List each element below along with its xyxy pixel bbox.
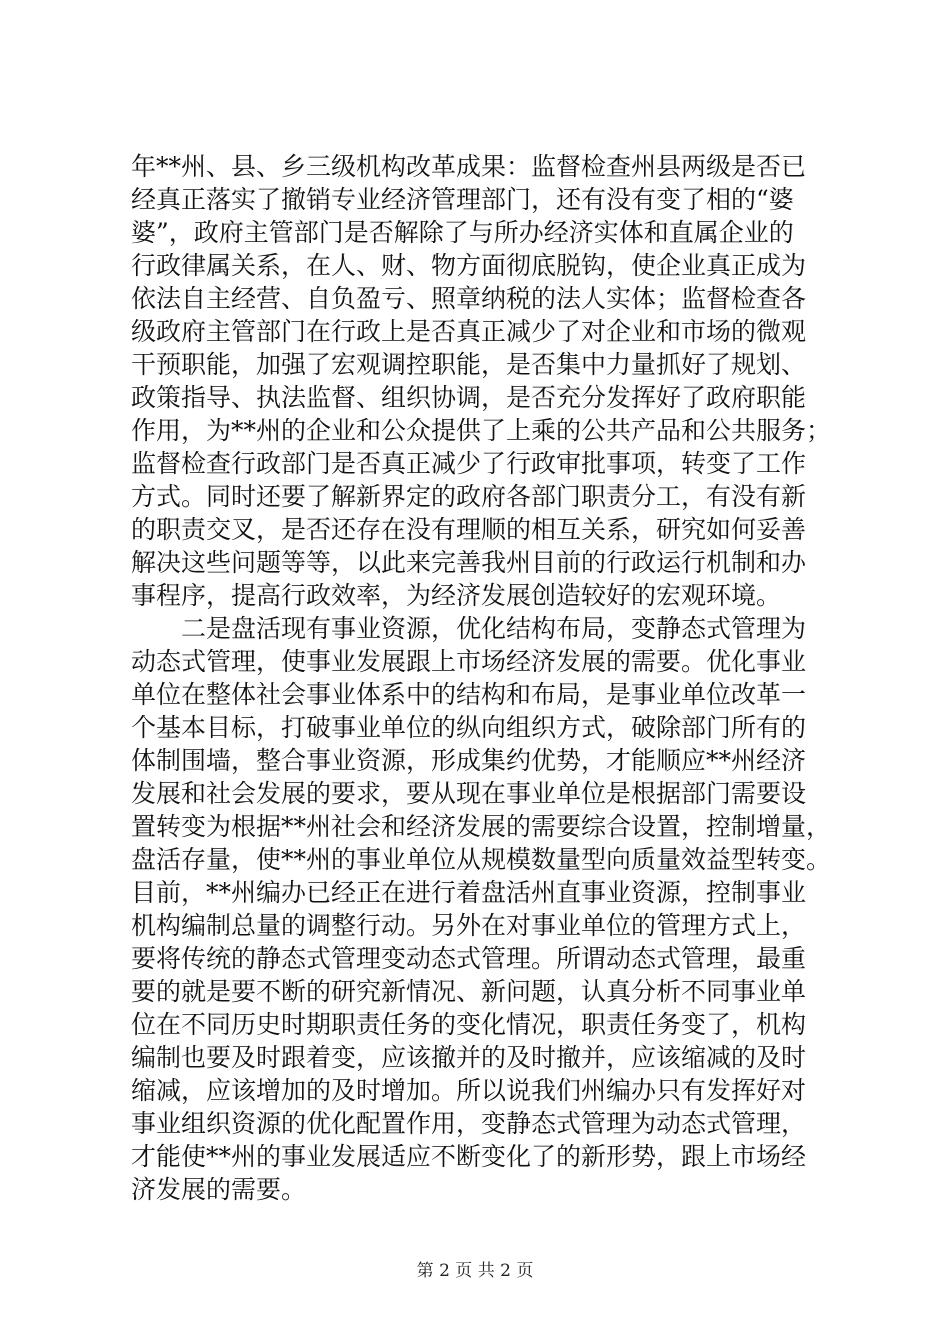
text-line: 年**州、县、乡三级机构改革成果：监督检查州县两级是否已 bbox=[131, 152, 807, 181]
document-body bbox=[131, 150, 831, 1206]
text-line: 二是盘活现有事业资源，优化结构布局，变静态式管理为 bbox=[131, 614, 807, 643]
text-line: 监督检查行政部门是否真正减少了行政审批事项，转变了工作 bbox=[131, 449, 807, 478]
text-line: 行政律属关系，在人、财、物方面彻底脱钩，使企业真正成为 bbox=[131, 251, 807, 280]
text-line: 个基本目标，打破事业单位的纵向组织方式，破除部门所有的 bbox=[131, 713, 807, 742]
text-line: 发展和社会发展的要求，要从现在事业单位是根据部门需要设 bbox=[131, 779, 807, 808]
text-line: 济发展的需要。 bbox=[131, 1175, 307, 1204]
text-line: 动态式管理，使事业发展跟上市场经济发展的需要。优化事业 bbox=[131, 647, 807, 676]
text-line: 依法自主经营、自负盈亏、照章纳税的法人实体；监督检查各 bbox=[131, 284, 807, 313]
text-line: 位在不同历史时期职责任务的变化情况，职责任务变了，机构 bbox=[131, 1010, 807, 1039]
text-line: 要将传统的静态式管理变动态式管理。所谓动态式管理，最重 bbox=[131, 944, 807, 973]
text-line: 才能使**州的事业发展适应不断变化了的新形势，跟上市场经 bbox=[131, 1142, 807, 1171]
text-line: 要的就是要不断的研究新情况、新问题，认真分析不同事业单 bbox=[131, 977, 807, 1006]
text-line: 事程序，提高行政效率，为经济发展创造较好的宏观环境。 bbox=[131, 581, 782, 610]
text-line: 作用，为**州的企业和公众提供了上乘的公共产品和公共服务； bbox=[131, 416, 831, 445]
text-line: 干预职能，加强了宏观调控职能，是否集中力量抓好了规划、 bbox=[131, 350, 807, 379]
text-line: 政策指导、执法监督、组织协调，是否充分发挥好了政府职能 bbox=[131, 383, 807, 412]
text-line: 经真正落实了撤销专业经济管理部门，还有没有变了相的“婆 bbox=[131, 185, 794, 214]
text-line: 婆”，政府主管部门是否解除了与所办经济实体和直属企业的 bbox=[131, 218, 794, 247]
text-line: 编制也要及时跟着变，应该撤并的及时撤并，应该缩减的及时 bbox=[131, 1043, 807, 1072]
paragraph-2 bbox=[131, 612, 831, 1206]
page-number-footer: 第 2 页 共 2 页 bbox=[416, 1261, 534, 1281]
text-line: 单位在整体社会事业体系中的结构和布局，是事业单位改革一 bbox=[131, 680, 807, 709]
text-line: 事业组织资源的优化配置作用，变静态式管理为动态式管理， bbox=[131, 1109, 807, 1138]
text-line: 目前，**州编办已经正在进行着盘活州直事业资源，控制事业 bbox=[131, 878, 807, 907]
text-line: 盘活存量，使**州的事业单位从规模数量型向质量效益型转变。 bbox=[131, 845, 831, 874]
text-line: 置转变为根据**州社会和经济发展的需要综合设置，控制增量， bbox=[131, 812, 831, 841]
text-line: 的职责交叉，是否还存在没有理顺的相互关系，研究如何妥善 bbox=[131, 515, 807, 544]
text-line: 级政府主管部门在行政上是否真正减少了对企业和市场的微观 bbox=[131, 317, 807, 346]
text-line: 缩减，应该增加的及时增加。所以说我们州编办只有发挥好对 bbox=[131, 1076, 807, 1105]
text-line: 解决这些问题等等，以此来完善我州目前的行政运行机制和办 bbox=[131, 548, 807, 577]
text-line: 方式。同时还要了解新界定的政府各部门职责分工，有没有新 bbox=[131, 482, 807, 511]
paragraph-1 bbox=[131, 150, 831, 612]
text-line: 体制围墙，整合事业资源，形成集约优势，才能顺应**州经济 bbox=[131, 746, 807, 775]
text-line: 机构编制总量的调整行动。另外在对事业单位的管理方式上， bbox=[131, 911, 807, 940]
